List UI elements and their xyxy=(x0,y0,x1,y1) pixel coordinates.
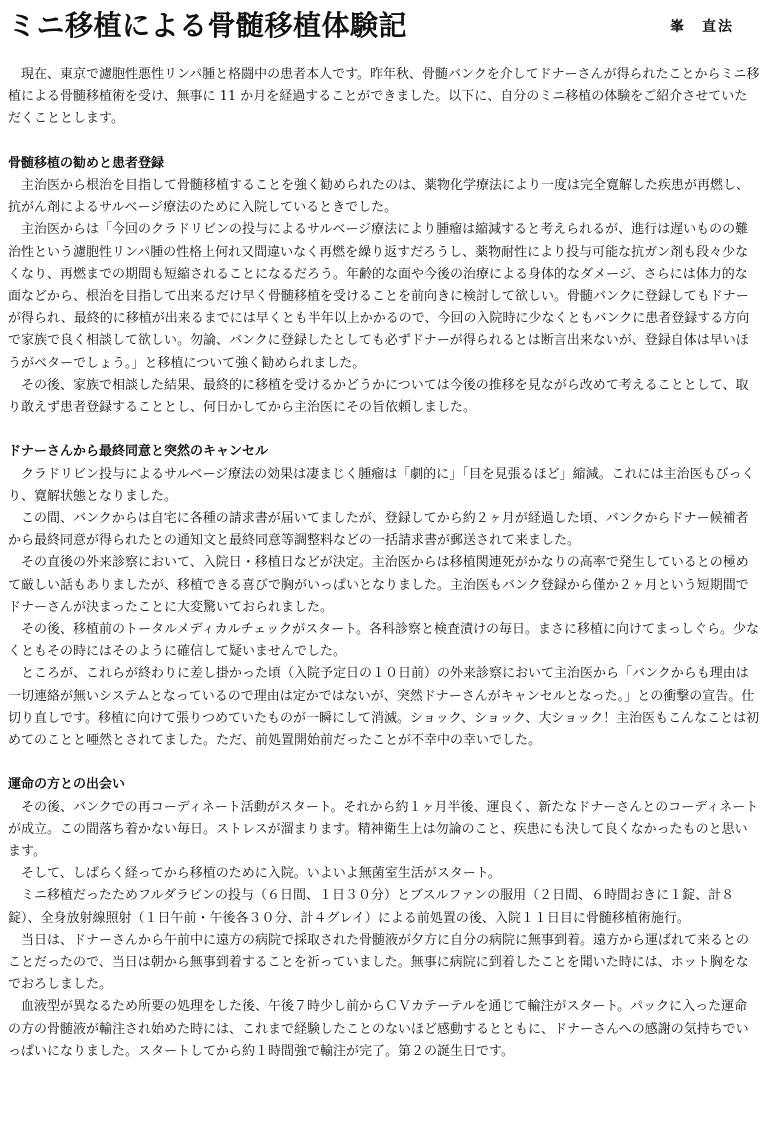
paragraph: 血液型が異なるため所要の処理をした後、午後７時少し前からＣＶカテーテルを通じて輸注がスタート。パックに入った運命の方の骨髄液が輸注され始めた時には、これまで経験したことのないほど感動するとともに、ドナーさんへの感謝の気持ちでいっぱいになりました。スタートしてから約１時間強で輸注が完了。第２の誕生日です。 xyxy=(8,999,749,1059)
paragraph: 当日は、ドナーさんから午前中に遠方の病院で採取された骨髄液が夕方に自分の病院に無事到着。遠方から運ばれて来るとのことだったので、当日は朝から無事到着することを祈っていました。無事に病院に到着したことを聞いた時には、ホット胸をなでおろしました。 xyxy=(8,932,750,993)
section-spacer xyxy=(8,419,760,441)
section-spacer xyxy=(8,131,760,153)
paragraph: この間、バンクからは自宅に各種の請求書が届いてましたが、登録してから約２ヶ月が経過した頃、バンクからドナー候補者から最終同意が得られたとの通知文と最終同意等調整料などの一括請求書が郵送されて来ました。 xyxy=(8,511,749,549)
section-heading: ドナーさんから最終同意と突然のキャンセル xyxy=(8,444,269,460)
paragraph: その後、バンクでの再コーディネート活動がスタート。それから約１ヶ月半後、運良く、新たなドナーさんとのコーディネートが成立。この間落ち着かない毎日。ストレスが溜まります。精神衛生上は勿論のこと、疾患にも決して良くなかったものと思います。 xyxy=(8,799,759,860)
paragraph: 主治医から根治を目指して骨髄移植することを強く勧められたのは、薬物化学療法により一度は完全寛解した疾患が再燃し、抗がん剤によるサルベージ療法のために入院しているときでした。 xyxy=(8,178,750,216)
section-spacer xyxy=(8,752,760,774)
section-destined-encounter xyxy=(8,774,760,1063)
paragraph: その直後の外来診察において、入院日・移植日などが決定。主治医からは移植関連死がかなりの高率で発生しているとの極めて厳しい話もありましたが、移植できる喜びで胸がいっぱいとなりました。主治医もバンク登録から僅か２ヶ月という短期間でドナーさんが決まったことに大変驚いておられました。 xyxy=(8,555,749,615)
paragraph: ミニ移植だったためフルダラビンの投与（６日間、１日３０分）とブスルファンの服用（２日間、６時間おきに１錠、計８錠）、全身放射線照射（１日午前・午後各３０分、計４グレイ）による前処置の後、入院１１日目に骨髄移植術施行。 xyxy=(8,888,735,926)
paragraph: ところが、これらが終わりに差し掛かった頃（入院予定日の１０日前）の外来診察において主治医から「バンクからも理由は一切連絡が無いシステムとなっているので理由は定かではないが、突然ドナーさんがキャンセルとなった。」との衝撃の宣告。仕切り直しです。移植に向けて張りつめていたものが一瞬にして消滅。ショック、ショック、大ショック！主治医もこんなことは初めてのことと唖然とされてました。ただ、前処置開始前だったことが不幸中の幸いでした。 xyxy=(8,666,760,749)
section-heading: 運命の方との出会い xyxy=(8,777,126,793)
page-title: ミニ移植による骨髄移植体験記 xyxy=(8,9,408,42)
paragraph: そして、しばらく経ってから移植のために入院。いよいよ無菌室生活がスタート。 xyxy=(21,866,501,882)
author-name: 峯 直法 xyxy=(670,19,734,35)
section-donor-cancel xyxy=(8,441,760,752)
paragraph: クラドリビン投与によるサルベージ療法の効果は凄まじく腫瘤は「劇的に」「目を見張るほど」縮減。これには主治医もびっくり、寛解状態となりました。 xyxy=(8,466,755,504)
section-transplant-recommendation xyxy=(8,153,760,419)
paragraph: その後、移植前のトータルメディカルチェックがスタート。各科診察と検査漬けの毎日。まさに移植に向けてまっしぐら。少なくともその時にはそのように確信して疑いませんでした。 xyxy=(8,622,760,660)
paragraph: 主治医からは「今回のクラドリビンの投与によるサルベージ療法により腫瘤は縮減すると考えられるが、進行は遅いものの難治性という濾胞性リンパ腫の性格上何れ又間違いなく再燃を繰り返すだろうし、薬物耐性により投与可能な抗ガン剤も段々少なくなり、再燃までの期間も短縮されることになるだろう。年齢的な面や今後の治療による身体的なダメージ、さらには体力的な面などから、根治を目指して出来るだけ早く骨髄移植を受けることを前向きに検討して欲しい。骨髄バンクに登録してもドナーが得られ、最終的に移植が出来るまでには早くとも半年以上かかるので、今回の入院時に少なくともバンクに患者登録する方向で家族で良く相談して欲しい。勿論、バンクに登録したとしても必ずドナーが得られるとは断言出来ないが、登録自体は早いほうがベターでしょう。」と移植について強く勧められました。 xyxy=(8,222,750,371)
intro-paragraph: 現在、東京で濾胞性悪性リンパ腫と格闘中の患者本人です。昨年秋、骨髄バンクを介してドナーさんが得られたことからミニ移植による骨髄移植術を受け、無事に 11 か月を経過することができました。以下に、自分のミニ移植の体験をご紹介させていただくこととします。 xyxy=(8,67,760,127)
article-body xyxy=(8,64,760,1063)
section-heading: 骨髄移植の勧めと患者登録 xyxy=(8,155,165,171)
paragraph: その後、家族で相談した結果、最終的に移植を受けるかどうかについては今後の推移を見ながら改めて考えることとして、取り敢えず患者登録することとし、何日かしてから主治医にその旨依頼しました。 xyxy=(8,377,749,416)
